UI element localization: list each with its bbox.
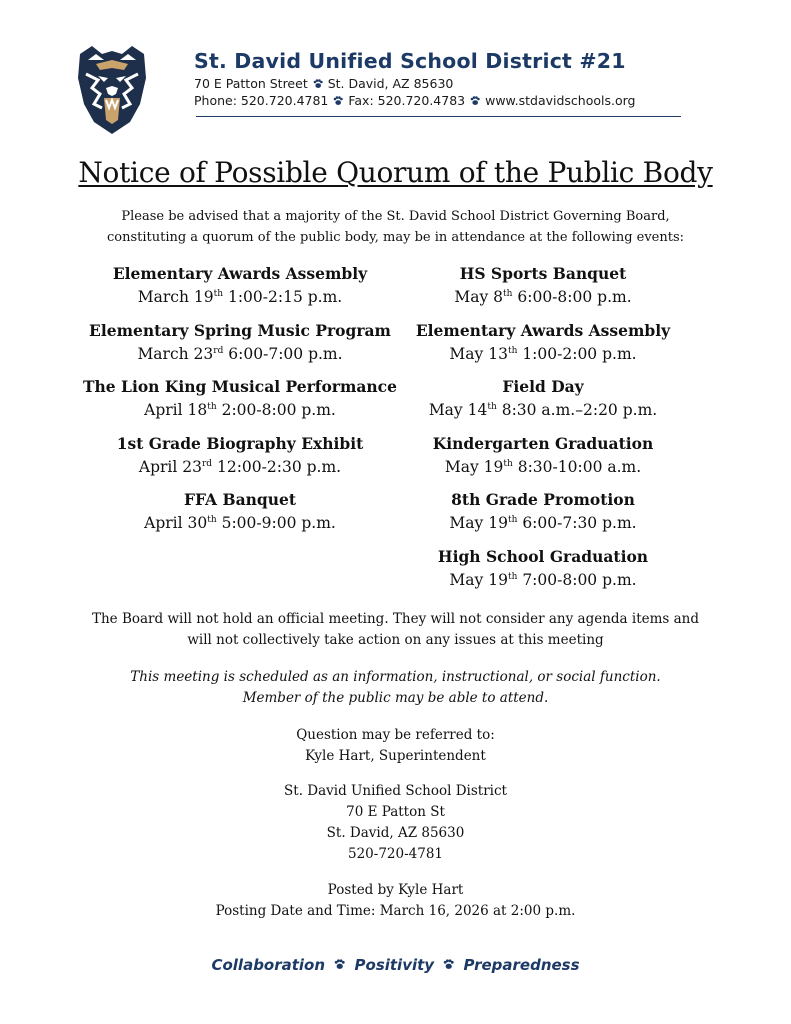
- fax: Fax: 520.720.4783: [348, 93, 466, 108]
- event-name: Elementary Awards Assembly: [415, 320, 671, 340]
- event-item: [378, 546, 708, 603]
- motto-word: Positivity: [354, 956, 435, 974]
- page-title: Notice of Possible Quorum of the Public Body: [78, 156, 713, 189]
- event-date: April 18th 2:00-8:00 p.m.: [144, 401, 336, 419]
- event-name: High School Graduation: [437, 546, 649, 566]
- event-name: Elementary Awards Assembly: [112, 264, 368, 283]
- tiger-logo: [76, 44, 148, 136]
- paw-icon: [443, 959, 454, 970]
- event-item: [378, 320, 708, 377]
- event-name: FFA Banquet: [183, 490, 297, 509]
- event-item: [75, 320, 405, 377]
- event-name: Field Day: [502, 377, 584, 396]
- posting-info: Posted by Kyle Hart Posting Date and Time: March 16, 2026 at 2:00 p.m.: [215, 882, 576, 919]
- event-name: 1st Grade Biography Exhibit: [116, 433, 364, 453]
- street: 70 E Patton Street: [194, 76, 308, 91]
- phone: Phone: 520.720.4781: [194, 93, 329, 108]
- contact-info: Question may be referred to: Kyle Hart, Superintendent: [296, 727, 495, 764]
- event-date: April 30th 5:00-9:00 p.m.: [144, 514, 336, 532]
- city: St. David, AZ 85630: [327, 76, 454, 91]
- header-divider: [196, 116, 681, 117]
- website-link[interactable]: www.stdavidschools.org: [485, 93, 636, 108]
- event-date: May 8th 6:00-8:00 p.m.: [454, 288, 632, 306]
- events-right-column: [378, 263, 708, 602]
- motto-word: Collaboration: [211, 956, 326, 974]
- event-name: 8th Grade Promotion: [451, 490, 635, 509]
- event-date: May 19th 7:00-8:00 p.m.: [449, 570, 637, 589]
- paw-icon: [333, 96, 343, 106]
- no-meeting-notice: The Board will not hold an official meeting. They will not consider any agenda items and will not collectively take action on any issues at this meeting: [91, 611, 700, 648]
- intro-line: Please be advised that a majority of the St. David School District Governing Board,: [121, 209, 670, 224]
- event-date: May 19th 6:00-7:30 p.m.: [449, 514, 637, 532]
- event-item: [75, 376, 405, 433]
- event-date: May 14th 8:30 a.m.–2:20 p.m.: [428, 401, 658, 419]
- event-item: [378, 489, 708, 546]
- event-name: Kindergarten Graduation: [432, 433, 654, 453]
- event-date: May 13th 1:00-2:00 p.m.: [449, 344, 637, 363]
- event-date: March 23rd 6:00-7:00 p.m.: [137, 344, 343, 363]
- motto-word: Preparedness: [463, 956, 580, 974]
- paw-icon: [470, 96, 480, 106]
- event-item: [75, 489, 405, 546]
- address-line: [194, 75, 635, 92]
- function-note: This meeting is scheduled as an information, instructional, or social function. Member of the public may be able to attend.: [130, 669, 661, 706]
- event-name: HS Sports Banquet: [459, 264, 627, 283]
- event-date: May 19th 8:30-10:00 a.m.: [444, 457, 642, 476]
- event-item: [378, 376, 708, 433]
- event-date: April 23rd 12:00-2:30 p.m.: [138, 457, 342, 476]
- event-item: [378, 433, 708, 490]
- event-date: March 19th 1:00-2:15 p.m.: [137, 288, 343, 306]
- district-address: St. David Unified School District 70 E Patton St St. David, AZ 85630 520-720-4781: [284, 783, 507, 862]
- paw-icon: [334, 959, 345, 970]
- letterhead: [194, 47, 635, 109]
- intro-line: constituting a quorum of the public body, may be in attendance at the following events:: [106, 230, 685, 245]
- event-name: The Lion King Musical Performance: [83, 377, 397, 396]
- footer-motto: [0, 956, 791, 974]
- event-item: [75, 263, 405, 320]
- intro-paragraph: [0, 206, 791, 248]
- paw-icon: [313, 79, 323, 89]
- district-name: St. David Unified School District #21: [194, 49, 626, 73]
- event-item: [378, 263, 708, 320]
- events-left-column: [75, 263, 405, 546]
- contact-line: [194, 92, 635, 109]
- event-name: Elementary Spring Music Program: [89, 320, 391, 340]
- event-item: [75, 433, 405, 490]
